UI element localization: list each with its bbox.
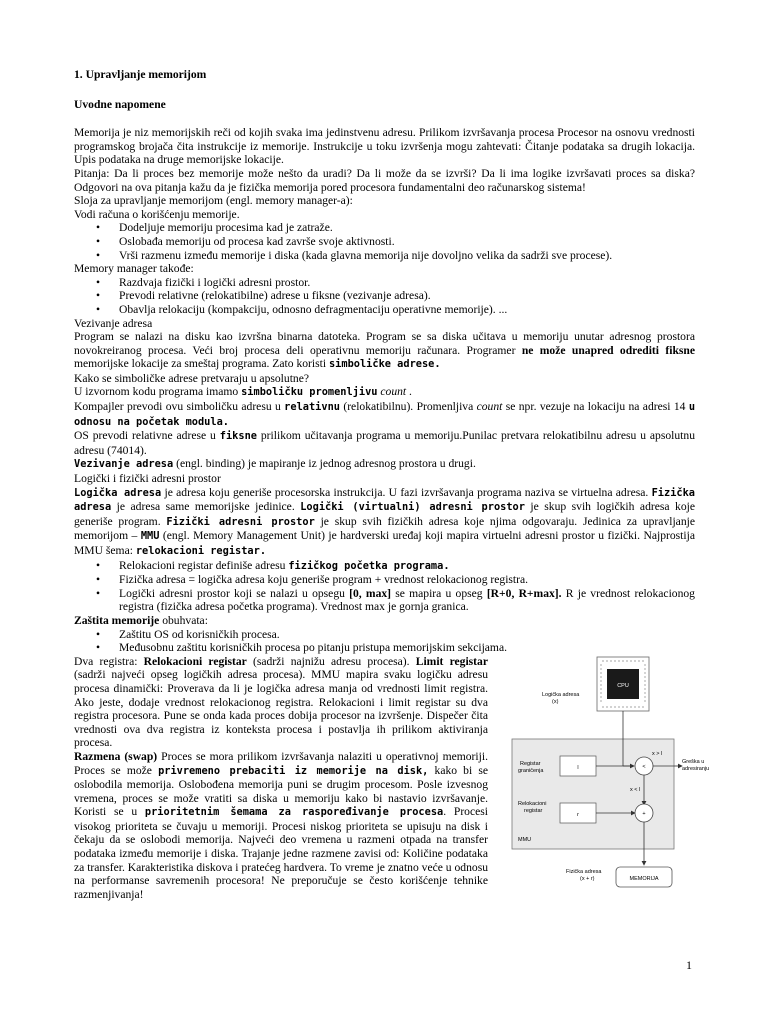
limit-register-label-2: graničenja [518,767,544,774]
list-item: • Međusobnu zaštitu korisničkih procesa po pitanju pristupa memorijskim sekcijama. [74,641,695,655]
intro-paragraph: Memorija je niz memorijskih reči od kojih svaka ima jedinstvenu adresu. Prilikom izvršavanja procesa Procesor na osnovu vrednosti programskog brojača čita instrukcije iz memorije. Instrukcije u toku izvršenja mogu zahtevati: Čitanje podataka sa drugih lokacija. Upis podataka na druge memorijske lokacije. [74,126,695,167]
physical-address-var: (x + r) [580,875,595,882]
binding-paragraph: Program se nalazi na disku kao izvršna binarna datoteka. Program se sa diska učitava u memoriju unutar adresnog prostora novokreiranog procesa. Veći broj procesa deli operativnu memoriju računara. Programer ne može unapred odrediti fiksne memorijske lokacije za smeštaj programa. Zato koristi simboličke adrese. [74,330,695,371]
protection-list [74,628,695,655]
registers-paragraph: Dva registra: Relokacioni registar (sadrži najnižu adresu procesa). Limit registar (sadrži najveći opseg logičkih adresa procesa). MMU mapira svaku logičku adresu procesa dinamički: Proverava da li je logička adresa manja od vrednosti limit registra. Ako jeste, dodaje vrednost relokacionog registra. Relokacioni i limit registar su dva registra procesora. Pune se onda kada proces dobija procesor na izvršenje. Dispečer čita vrednosti ova dva registra iz konteksta procesa i postavlja ih prilikom aktiviranja procesa. [74,654,488,750]
address-space-title: Logički i fizički adresni prostor [74,472,221,486]
mmu-diagram [504,655,710,905]
greater-label: x > l [652,750,663,757]
protection-line: Zaštita memorije obuhvata: [74,613,208,627]
memory-label: MEMORIJA [629,875,659,882]
add-symbol: + [642,810,646,817]
symbolic-question: Kako se simboličke adrese pretvaraju u apsolutne? [74,371,310,385]
list-item: • Zaštitu OS od korisničkih procesa. [74,628,695,642]
mmu-box [512,739,674,849]
source-code-line: U izvornom kodu programa imamo simboličku promenljivu count . [74,385,412,399]
os-paragraph: OS prevodi relativne adrese u fiksne prilikom učitavanja programa u memoriju.Punilac pretvara relokatibilnu adresu u apsolutnu adresu (74014). [74,429,695,457]
list-item: • Razdvaja fizički i logički adresni prostor. [74,276,695,290]
address-space-paragraph: Logička adresa je adresa koju generiše procesorska instrukcija. U fazi izvršavanja programa naziva se virtuelna adresa. Fizička adresa je adresa same memorijske jedinice. Logički (virtualni) adresni prostor je skup svih logičkih adresa koje generiše program. Fizički adresni prostor je skup svih fizičkih adresa koje njima odgovaraju. Jedinica za upravljanje memorijom – MMU (engl. Memory Management Unit) je hardverski uređaj koji mapira virtuelni adresni prostor u fizički. Najprostija MMU šema: relokacioni registar. [74,485,695,557]
section-heading: 1. Upravljanje memorijom [74,68,207,81]
cpu-label: CPU [617,682,629,689]
memory-usage-line: Vodi računa o korišćenju memorije. [74,207,240,221]
page-number: 1 [686,958,692,972]
subsection-heading: Uvodne napomene [74,97,166,111]
error-label: Greška u [682,758,705,765]
list-item: • Obavlja relokaciju (kompakciju, odnosno defragmentaciju operativne memorije). ... [74,303,695,317]
memory-manager-list [74,221,695,262]
binding-definition: Vezivanje adresa (engl. binding) je mapiranje iz jednog adresnog prostora u drugi. [74,457,476,471]
error-label-2: adresiranju [682,765,710,772]
logical-address-var: (x) [552,698,559,705]
list-item: • Logički adresni prostor koji se nalazi u opsegu [0, max] se mapira u opseg [R+0, R+max]. R je vrednost relokacionog registra (fizička adresa početka programa). Vrednost max je gornja granica. [74,587,695,614]
swap-paragraph: Razmena (swap) Proces se mora prilikom izvršavanja nalaziti u operativnoj memoriji. Proces se može privremeno prebaciti iz memorije na disk, kako bi se oslobodila memorija. Oslobođena memorija puni se drugim procesom. Posle izvesnog vremena, proces se može vratiti sa diska u memoriju kako bi nastavio izvršavanje. Koristi se u prioritetnim šemama za raspoređivanje procesa. Procesi visokog prioriteta se čuvaju u memoriji. Procesi niskog prioriteta se upisuju na disk i čekaju da se oslobodi memorija. Najveći deo vremena u razmeni otpada na transfer podataka između memorije i diska. Trajanje jedne razmene zavisi od: Količine podataka za transfer. Karakteristika diskova i pratećeg hardvera. To vreme je znatno veće u odnosu na performanse savremenih procesora! Ne preporučuje se često korišćenje tehnike razmenjivanja! [74,749,489,901]
list-item: • Oslobađa memoriju od procesa kad završe svoje aktivnosti. [74,235,695,249]
layer-paragraph: Sloja za upravljanje memorijom (engl. memory manager-a): [74,194,353,208]
compiler-paragraph: Kompajler prevodi ovu simboličku adresu u relativnu (relokatibilnu). Promenljiva count se npr. vezuje na lokaciju na adresi 14 u odnosu na početak modula. [74,400,696,428]
cpu-chip [597,657,649,711]
list-item: • Fizička adresa = logička adresa koju generiše program + vrednost relokacionog registra. [74,573,695,587]
mmu-label: MMU [518,836,532,843]
list-item: • Prevodi relativne (relokatibilne) adrese u fiksne (vezivanje adresa). [74,289,695,303]
memory-manager-also-line: Memory manager takođe: [74,262,194,276]
limit-register-label: Registar [520,760,541,767]
relocation-register-label-2: registar [524,807,543,814]
list-item: • Vrši razmenu između memorije i diska (kada glavna memorija nije dovoljno velika da sadrži sve procese). [74,249,695,263]
left-column [74,655,488,902]
relocation-register-value: r [577,811,579,818]
questions-paragraph: Pitanja: Da li proces bez memorije može nešto da uradi? Da li može da se izvrši? Da li ima logike izvršavati proces sa diska? Odgovori na ova pitanja kažu da je fizička memorija pored procesora fundamentalni deo računarskog sistema! [74,166,695,194]
document-page [74,68,710,901]
relocation-list [74,559,695,614]
list-item: • Relokacioni registar definiše adresu fizičkog početka programa. [74,559,695,574]
relocation-register-label: Relokacioni [518,800,547,807]
memory-manager-list-2 [74,276,695,317]
list-item: • Dodeljuje memoriju procesima kad je zatraže. [74,221,695,235]
compare-symbol: < [642,763,646,770]
physical-address-label: Fizička adresa [566,868,602,875]
limit-register-value: l [577,764,579,771]
logical-address-label: Logička adresa [542,691,580,698]
less-label: x < l [630,786,641,793]
binding-title: Vezivanje adresa [74,316,153,330]
text-with-diagram [74,654,710,902]
